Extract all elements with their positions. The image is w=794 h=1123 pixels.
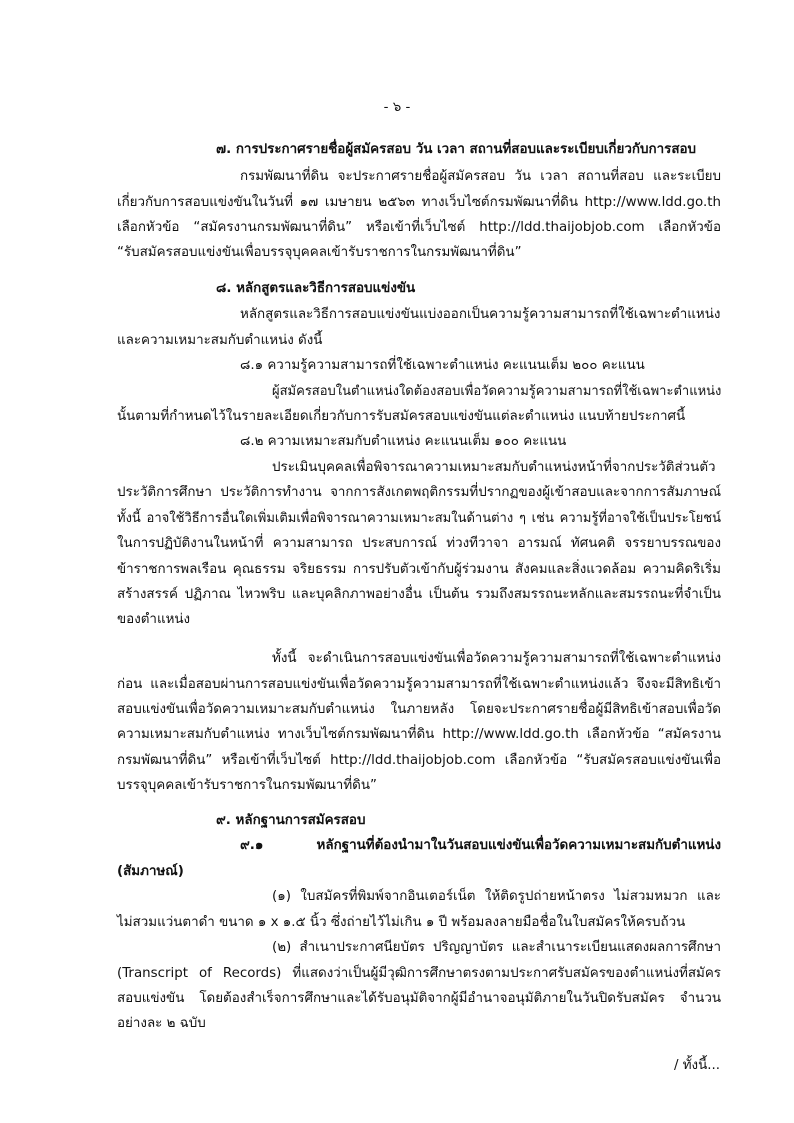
section-8-intro-line: หลักสูตรและวิธีการสอบแข่งขันแบ่งออกเป็นความรู้ความสามารถที่ใช้เฉพาะตำแหน่ง bbox=[240, 307, 721, 322]
item-1-line: ไม่สวมแว่นตาดำ ขนาด ๑ x ๑.๕ นิ้ว ซึ่งถ่ายไว้ไม่เกิน ๑ ปี พร้อมลงลายมือชื่อในใบสมัครให้ครบถ้วน bbox=[117, 915, 686, 930]
section-8-intro-line: และความเหมาะสมกับตำแหน่ง ดังนี้ bbox=[117, 333, 323, 348]
section-8-1-line: ผู้สมัครสอบในตำแหน่งใดต้องสอบเพื่อวัดความรู้ความสามารถที่ใช้เฉพาะตำแหน่ง bbox=[272, 384, 722, 399]
section-7-line: กรมพัฒนาที่ดิน จะประกาศรายชื่อผู้สมัครสอบ วัน เวลา สถานที่สอบ และระเบียบ bbox=[240, 169, 721, 184]
section-9-1-heading: ๙.๑ หลักฐานที่ต้องนำมาในวันสอบแข่งขันเพื่อวัดความเหมาะสมกับตำแหน่ง bbox=[240, 838, 721, 853]
section-8-closing-line: ทั้งนี้ จะดำเนินการสอบแข่งขันเพื่อวัดความรู้ความสามารถที่ใช้เฉพาะตำแหน่ง bbox=[272, 651, 721, 666]
section-8-closing-line: ก่อน และเมื่อสอบผ่านการสอบแข่งขันเพื่อวัดความรู้ความสามารถที่ใช้เฉพาะตำแหน่งแล้ว จึงจะมีสิทธิเข้า bbox=[117, 677, 721, 692]
section-8-closing-line: กรมพัฒนาที่ดิน” หรือเข้าที่เว็บไซต์ http://ldd.thaijobjob.com เลือกหัวข้อ “รับสมัครสอบแข่งขันเพื่อ bbox=[117, 753, 721, 768]
section-9-1-heading-cont: (สัมภาษณ์) bbox=[117, 864, 184, 879]
section-8-2-line: ประวัติการศึกษา ประวัติการทำงาน จากการสังเกตพฤติกรรมที่ปรากฏของผู้เข้าสอบและจากการสัมภาษณ์ bbox=[117, 485, 721, 500]
section-8-2-line: สร้างสรรค์ ปฏิภาณ ไหวพริบ และบุคลิกภาพอย่างอื่น เป็นต้น รวมถึงสมรรถนะหลักและสมรรถนะที่จำเป็น bbox=[117, 587, 721, 602]
section-8-heading: ๘. หลักสูตรและวิธีการสอบแข่งขัน bbox=[216, 281, 416, 296]
section-7-line: “รับสมัครสอบแข่งขันเพื่อบรรจุบุคคลเข้ารับราชการในกรมพัฒนาที่ดิน” bbox=[117, 245, 522, 260]
item-2-line: (๒) สำเนาประกาศนียบัตร ปริญญาบัตร และสำเนาระเบียนแสดงผลการศึกษา bbox=[272, 940, 721, 955]
section-7-heading: ๗. การประกาศรายชื่อผู้สมัครสอบ วัน เวลา สถานที่สอบและระเบียบเกี่ยวกับการสอบ bbox=[216, 142, 697, 157]
continuation-marker: / ทั้งนี้... bbox=[673, 1058, 720, 1073]
section-8-2-line: ของตำแหน่ง bbox=[117, 612, 191, 627]
section-9-heading: ๙. หลักฐานการสมัครสอบ bbox=[216, 813, 366, 828]
section-8-2-line: ในการปฏิบัติงานในหน้าที่ ความสามารถ ประสบการณ์ ท่วงทีวาจา อารมณ์ ทัศนคติ จรรยาบรรณของ bbox=[117, 536, 721, 551]
section-7-line: เกี่ยวกับการสอบแข่งขันในวันที่ ๑๗ เมษายน ๒๕๖๓ ทางเว็บไซต์กรมพัฒนาที่ดิน http://www.ldd.go.th bbox=[117, 195, 721, 210]
item-2-line: (Transcript of Records) ที่แสดงว่าเป็นผู้มีวุฒิการศึกษาตรงตามประกาศรับสมัครของตำแหน่งที่สมัคร bbox=[117, 966, 721, 981]
section-8-2-line: ทั้งนี้ อาจใช้วิธีการอื่นใดเพิ่มเติมเพื่อพิจารณาความเหมาะสมในด้านต่าง ๆ เช่น ความรู้ที่อาจใช้เป็นประโยชน์ bbox=[117, 511, 721, 526]
item-2-line: อย่างละ ๒ ฉบับ bbox=[117, 1016, 206, 1031]
page-number: - ๖ - bbox=[383, 100, 411, 115]
section-8-closing-line: สอบแข่งขันเพื่อวัดความเหมาะสมกับตำแหน่ง ในภายหลัง โดยจะประกาศรายชื่อผู้มีสิทธิเข้าสอบเพื่อวัด bbox=[117, 702, 721, 717]
section-8-1-heading: ๘.๑ ความรู้ความสามารถที่ใช้เฉพาะตำแหน่ง คะแนนเต็ม ๒๐๐ คะแนน bbox=[240, 358, 645, 373]
item-2-line: สอบแข่งขัน โดยต้องสำเร็จการศึกษาและได้รับอนุมัติจากผู้มีอำนาจอนุมัติภายในวันปิดรับสมัคร จำนวน bbox=[117, 991, 721, 1006]
section-8-closing-line: บรรจุบุคคลเข้ารับราชการในกรมพัฒนาที่ดิน” bbox=[117, 778, 377, 793]
section-8-2-heading: ๘.๒ ความเหมาะสมกับตำแหน่ง คะแนนเต็ม ๑๐๐ คะแนน bbox=[240, 434, 567, 449]
section-8-1-line: นั้นตามที่กำหนดไว้ในรายละเอียดเกี่ยวกับการรับสมัครสอบแข่งขันแต่ละตำแหน่ง แนบท้ายประกาศนี้ bbox=[117, 409, 686, 424]
section-8-2-line: ข้าราชการพลเรือน คุณธรรม จริยธรรม การปรับตัวเข้ากับผู้ร่วมงาน สังคมและสิ่งแวดล้อม ความคิดริเริ่ม bbox=[117, 562, 721, 577]
item-1-line: (๑) ใบสมัครที่พิมพ์จากอินเตอร์เน็ต ให้ติดรูปถ่ายหน้าตรง ไม่สวมหมวก และ bbox=[272, 889, 721, 904]
section-7-line: เลือกหัวข้อ “สมัครงานกรมพัฒนาที่ดิน” หรือเข้าที่เว็บไซต์ http://ldd.thaijobjob.com เลือกหัวข้อ bbox=[117, 220, 721, 235]
section-8-closing-line: ความเหมาะสมกับตำแหน่ง ทางเว็บไซต์กรมพัฒนาที่ดิน http://www.ldd.go.th เลือกหัวข้อ “สมัครงาน bbox=[117, 727, 721, 742]
section-8-2-line: ประเมินบุคคลเพื่อพิจารณาความเหมาะสมกับตำแหน่งหน้าที่จากประวัติส่วนตัว bbox=[272, 460, 716, 475]
